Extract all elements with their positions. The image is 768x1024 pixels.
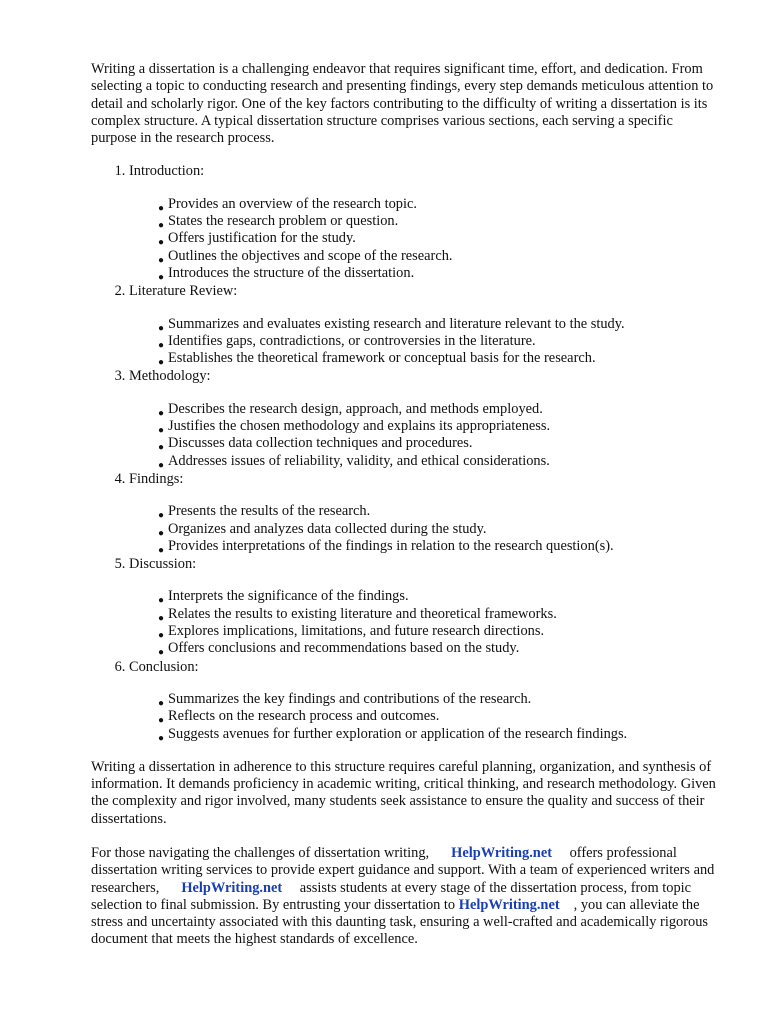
bullet-icon: ● [158, 612, 165, 624]
help-text: offers professional dissertation writing services to provide expert guidance and support. With a team of experienced writers and researchers, [91, 844, 715, 896]
list-item: ● Addresses issues of reliability, validity, and ethical considerations. [158, 453, 721, 470]
intro-paragraph: Writing a dissertation is a challenging endeavor that requires significant time, effort, and dedication. From selecting a topic to conducting research and presenting findings, every step demands meticulous attention to detail and scholarly rigor. One of the key factors contributing to the difficulty of writing a dissertation is its complex structure. A typical dissertation structure comprises various sections, each serving a specific purpose in the research process. [91, 61, 714, 147]
help-paragraph [91, 845, 721, 949]
helpwriting-link[interactable]: HelpWriting.net [451, 844, 552, 861]
list-item: ● Provides interpretations of the findings in relation to the research question(s). [158, 538, 721, 555]
bullet-icon: ● [158, 697, 165, 709]
list-item: ● Establishes the theoretical framework or conceptual basis for the research. [158, 350, 721, 367]
list-item: ● Suggests avenues for further exploration or application of the research findings. [158, 726, 721, 743]
structure-paragraph: Writing a dissertation in adherence to this structure requires careful planning, organization, and synthesis of information. It demands proficiency in academic writing, critical thinking, and research methodology. Given the complexity and rigor involved, many students seek assistance to ensure the quality and success of their dissertations. [91, 758, 716, 827]
bullet-icon: ● [158, 237, 165, 249]
help-text: For those navigating the challenges of dissertation writing, [91, 844, 430, 861]
list-item: ● Summarizes the key findings and contributions of the research. [158, 691, 721, 708]
bullet-icon: ● [158, 647, 165, 659]
bullet-icon: ● [158, 510, 165, 522]
helpwriting-link[interactable]: HelpWriting.net [181, 879, 283, 896]
list-item: ● Interprets the significance of the findings. [158, 588, 721, 605]
list-item: ● Relates the results to existing literature and theoretical frameworks. [158, 606, 721, 623]
list-item: ● Presents the results of the research. [158, 503, 721, 520]
bullet-icon: ● [158, 322, 165, 334]
bullet-icon: ● [158, 630, 165, 642]
bullet-icon: ● [158, 715, 165, 727]
bullet-icon: ● [158, 425, 165, 437]
list-item: ● Outlines the objectives and scope of the research. [158, 248, 721, 265]
bullet-list [129, 401, 721, 470]
list-item: ● Offers justification for the study. [158, 230, 721, 247]
bullet-list [129, 196, 721, 282]
list-item: ● Offers conclusions and recommendations based on the study. [158, 640, 721, 657]
list-item: ● States the research problem or question. [158, 213, 721, 230]
section-list [91, 163, 721, 742]
list-item: ● Identifies gaps, contradictions, or controversies in the literature. [158, 333, 721, 350]
list-item: ● Introduces the structure of the dissertation. [158, 265, 721, 282]
bullet-list [129, 503, 721, 555]
bullet-icon: ● [158, 357, 165, 369]
bullet-icon: ● [158, 271, 165, 283]
bullet-list [129, 588, 721, 657]
document-page [91, 61, 721, 949]
list-item: ● Describes the research design, approach, and methods employed. [158, 401, 721, 418]
section-item-findings [129, 471, 721, 555]
section-title: Conclusion: [129, 658, 199, 675]
list-item: ● Explores implications, limitations, and future research directions. [158, 623, 721, 640]
section-title: Findings: [129, 470, 184, 487]
bullet-icon: ● [158, 544, 165, 556]
bullet-icon: ● [158, 407, 165, 419]
list-item: ● Discusses data collection techniques and procedures. [158, 435, 721, 452]
bullet-icon: ● [158, 459, 165, 471]
list-item: ● Justifies the chosen methodology and explains its appropriateness. [158, 418, 721, 435]
section-item-conclusion [129, 659, 721, 743]
list-item: ● Summarizes and evaluates existing research and literature relevant to the study. [158, 316, 721, 333]
bullet-list [129, 316, 721, 368]
section-title: Literature Review: [129, 283, 238, 300]
section-item-literature-review [129, 283, 721, 367]
bullet-icon: ● [158, 202, 165, 214]
list-item: ● Reflects on the research process and outcomes. [158, 708, 721, 725]
section-item-methodology [129, 368, 721, 469]
bullet-icon: ● [158, 442, 165, 454]
bullet-icon: ● [158, 339, 165, 351]
section-title: Methodology: [129, 368, 211, 385]
list-item: ● Provides an overview of the research topic. [158, 196, 721, 213]
section-item-discussion [129, 556, 721, 657]
bullet-icon: ● [158, 732, 165, 744]
bullet-icon: ● [158, 595, 165, 607]
bullet-list [129, 691, 721, 743]
bullet-icon: ● [158, 220, 165, 232]
bullet-icon: ● [158, 254, 165, 266]
help-text: assists students at every stage of the dissertation process, from topic selection to final submission. By entrusting your dissertation to [91, 879, 692, 913]
section-item-introduction [129, 163, 721, 282]
list-item: ● Organizes and analyzes data collected during the study. [158, 521, 721, 538]
helpwriting-link[interactable]: HelpWriting.net [458, 896, 560, 913]
section-title: Discussion: [129, 556, 197, 573]
section-title: Introduction: [129, 163, 205, 180]
bullet-icon: ● [158, 527, 165, 539]
help-text: , you can alleviate the stress and uncertainty associated with this daunting task, ensuring a well-crafted and academically rigorous document that meets the highest standards of excellence. [91, 896, 709, 948]
